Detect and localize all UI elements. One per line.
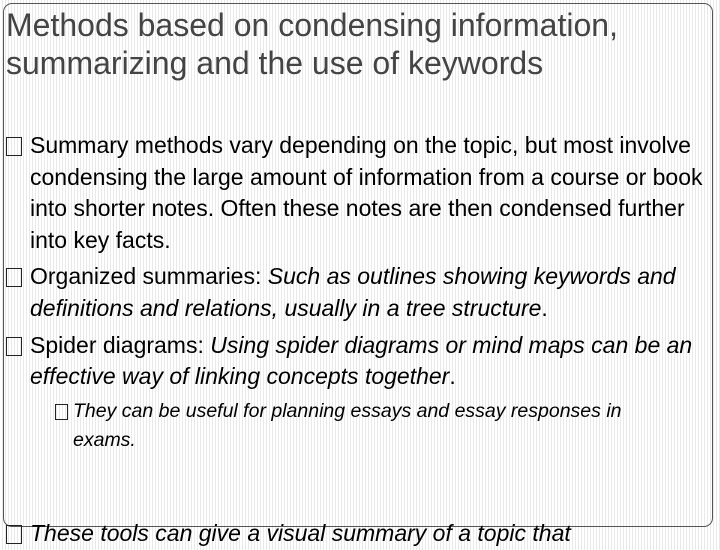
slide-body [6, 130, 706, 460]
title-line-2: summarizing and the use of keywords [6, 45, 544, 81]
sub-bullet-marker-icon [55, 404, 68, 420]
bullet-organized-summaries [6, 261, 706, 324]
bullet-marker-icon [6, 268, 22, 287]
bullet-italic-text: These tools can give a visual summary of a topic that [30, 520, 571, 546]
bullet-summary-methods [6, 130, 706, 256]
bullet-lead: Organized summaries: [30, 263, 268, 290]
bullet-marker-icon [6, 525, 22, 544]
bullet-visual-summary-cut [6, 518, 720, 550]
bullet-italic-text: Using spider diagrams or mind maps can be an effective way of linking concepts together [30, 331, 693, 390]
slide-title [6, 6, 714, 82]
sub-bullet-text: They can be useful for planning essays and essay responses in exams. [73, 399, 622, 451]
bullet-italic-text: Such as outlines showing keywords and definitions and relations, usually in a tree structure [30, 263, 676, 321]
sub-bullet-planning [30, 397, 663, 455]
bullet-tail: . [541, 294, 548, 321]
bullet-marker-icon [6, 337, 22, 356]
bullet-lead: Spider diagrams: [30, 331, 211, 358]
bullet-text: Summary methods vary depending on the topic, but most involve condensing the large amount of information from a course or book into shorter notes. Often these notes are then condensed further into key facts. [30, 132, 703, 253]
bullet-spider-diagrams [6, 330, 706, 455]
title-line-1: Methods based on condensing information, [6, 7, 618, 43]
bullet-tail: . [449, 363, 456, 390]
bullet-marker-icon [6, 137, 22, 156]
